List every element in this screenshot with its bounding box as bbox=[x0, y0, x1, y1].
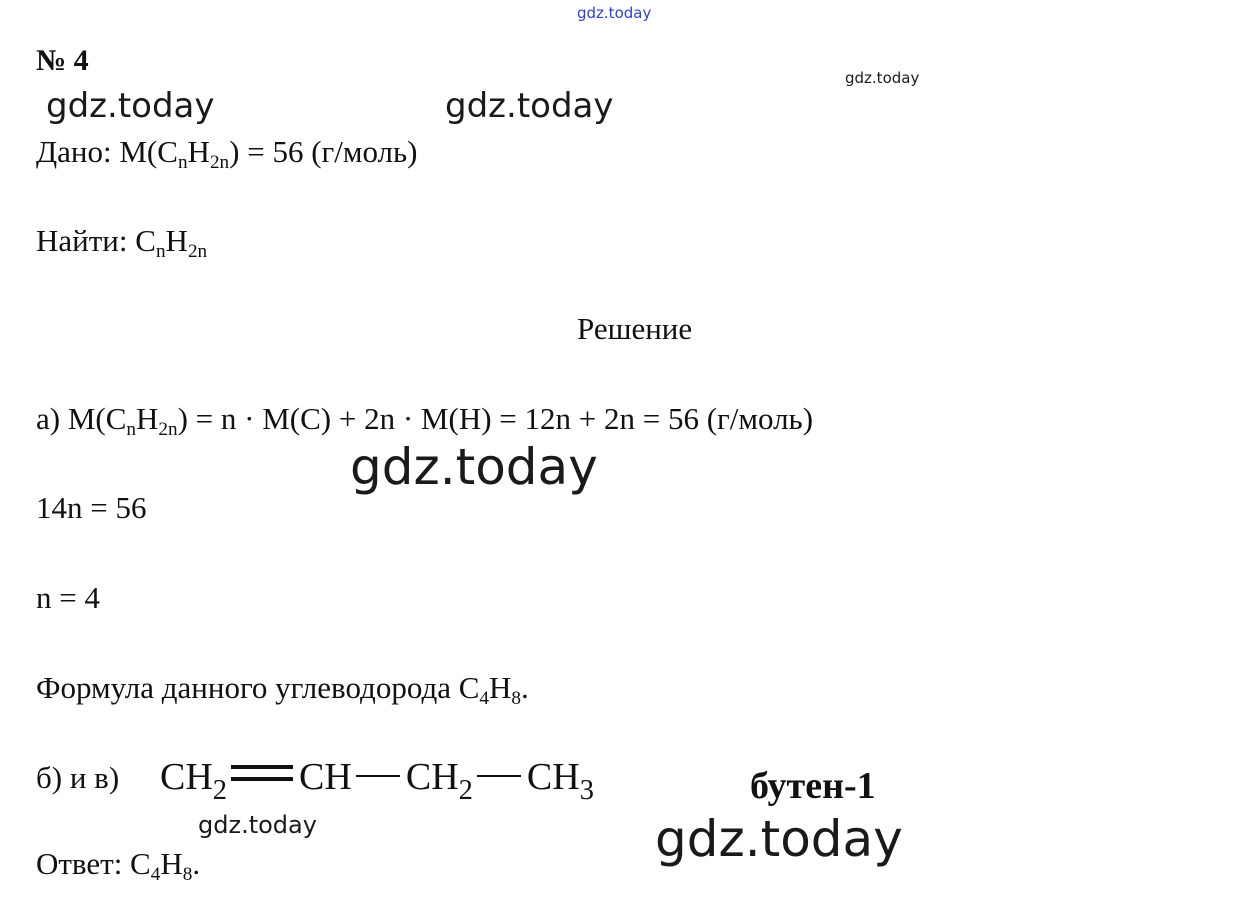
watermark-row2-left: gdz.today bbox=[46, 86, 215, 126]
find-label: Найти: bbox=[36, 223, 136, 258]
step-a-line bbox=[36, 401, 814, 441]
given-formula-pre: M(C bbox=[119, 134, 178, 169]
equation-n: n = 4 bbox=[36, 580, 100, 615]
step-a-sub-2n: 2n bbox=[158, 419, 178, 441]
conclusion-line bbox=[36, 670, 529, 710]
given-sub-2n: 2n bbox=[209, 152, 230, 174]
group-ch3-sub: 3 bbox=[579, 774, 594, 806]
answer-mid: H bbox=[160, 846, 183, 881]
watermark-bottom-right: gdz.today bbox=[655, 810, 903, 868]
problem-number: № 4 bbox=[36, 44, 89, 77]
given-formula-mid: H bbox=[187, 134, 210, 169]
group-ch2-a: CH bbox=[160, 756, 213, 798]
watermark-top-right: gdz.today bbox=[845, 69, 920, 87]
watermark-bottom-left: gdz.today bbox=[198, 811, 317, 839]
compound-name: бутен-1 bbox=[750, 765, 876, 807]
find-sub-n: n bbox=[155, 241, 166, 263]
equation-14n: 14n = 56 bbox=[36, 490, 147, 525]
step-a-sub-n: n bbox=[126, 419, 137, 441]
find-formula-mid: H bbox=[165, 223, 188, 258]
given-sub-n: n bbox=[177, 152, 188, 174]
step-a-mid: H bbox=[136, 401, 159, 436]
step-a-prefix: а) M(C bbox=[36, 401, 127, 436]
watermark-row2-mid: gdz.today bbox=[445, 86, 614, 126]
conclusion-mid: H bbox=[489, 670, 512, 705]
single-bond-2 bbox=[477, 775, 521, 777]
answer-end: . bbox=[192, 846, 201, 881]
group-ch3: CH bbox=[526, 756, 580, 798]
group-ch2-b-sub: 2 bbox=[458, 774, 473, 806]
solution-heading: Решение bbox=[577, 311, 693, 346]
answer-text: Ответ: C bbox=[36, 846, 151, 881]
structural-formula bbox=[160, 756, 594, 806]
find-sub-2n: 2n bbox=[187, 241, 208, 263]
given-formula-post: ) = 56 (г/моль) bbox=[229, 134, 418, 169]
conclusion-sub-8: 8 bbox=[511, 688, 522, 710]
step-a-post: ) = n · M(C) + 2n · M(H) = 12n + 2n = 56 (г/моль) bbox=[177, 401, 814, 436]
double-bond bbox=[231, 765, 293, 781]
answer-sub-4: 4 bbox=[150, 864, 161, 886]
watermark-center: gdz.today bbox=[350, 438, 598, 496]
given-line bbox=[36, 134, 418, 174]
watermark-top-center: gdz.today bbox=[577, 4, 652, 22]
conclusion-text: Формула данного углеводорода C bbox=[36, 670, 480, 705]
given-label: Дано: bbox=[36, 134, 120, 169]
part-bv-label: б) и в) bbox=[36, 760, 120, 795]
single-bond-1 bbox=[356, 775, 400, 777]
conclusion-end: . bbox=[521, 670, 529, 705]
answer-line bbox=[36, 846, 201, 886]
group-ch2-b: CH bbox=[405, 756, 459, 798]
conclusion-sub-4: 4 bbox=[479, 688, 490, 710]
group-ch: CH bbox=[299, 756, 352, 798]
group-ch2-a-sub: 2 bbox=[212, 774, 228, 806]
answer-sub-8: 8 bbox=[182, 864, 193, 886]
find-formula-pre: C bbox=[135, 223, 156, 258]
find-line bbox=[36, 223, 208, 263]
